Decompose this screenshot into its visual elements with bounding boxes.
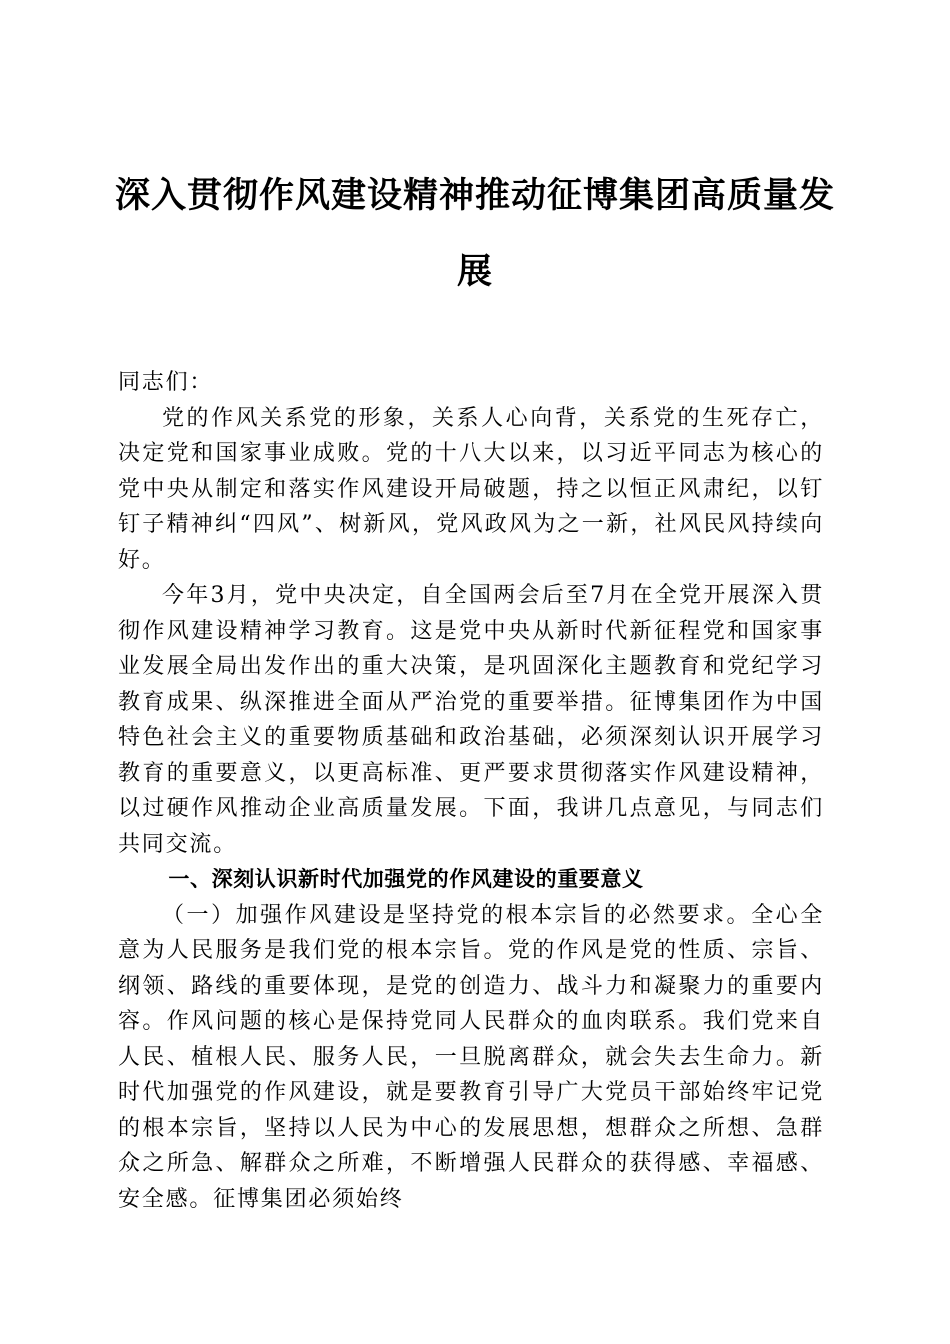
salutation: 同志们： [118, 370, 214, 395]
title-line-2: 展 [456, 252, 493, 292]
paragraph-3: （一）加强作风建设是坚持党的根本宗旨的必然要求。全心全意为人民服务是我们党的根本宗旨。党的作风是党的性质、宗旨、纲领、路线的重要体现，是党的创造力、战斗力和凝聚力的重要内容。作风问题的核心是保持党同人民群众的血肉联系。我们党来自人民、植根人民、服务人民，一旦脱离群众，就会失去生命力。新时代加强党的作风建设，就是要教育引导广大党员干部始终牢记党的根本宗旨，坚持以人民为中心的发展思想，想群众之所想、急群众之所急、解群众之所难，不断增强人民群众的获得感、幸福感、安全感。征博集团必须始终 [118, 902, 824, 1212]
document-title [110, 158, 840, 310]
paragraph-2: 今年3月，党中央决定，自全国两会后至7月在全党开展深入贯彻作风建设精神学习教育。这是党中央从新时代新征程党和国家事业发展全局出发作出的重大决策，是巩固深化主题教育和党纪学习教育成果、纵深推进全面从严治党的重要举措。征博集团作为中国特色社会主义的重要物质基础和政治基础，必须深刻认识开展学习教育的重要意义，以更高标准、更严要求贯彻落实作风建设精神，以过硬作风推动企业高质量发展。下面，我讲几点意见，与同志们共同交流。 [118, 583, 824, 857]
document-body [118, 365, 824, 1217]
paragraph-1: 党的作风关系党的形象，关系人心向背，关系党的生死存亡，决定党和国家事业成败。党的十八大以来，以习近平同志为核心的党中央从制定和落实作风建设开局破题，持之以恒正风肃纪，以钉钉子精神纠“四风”、树新风，党风政风为之一新，社风民风持续向好。 [118, 405, 824, 573]
title-line-1: 深入贯彻作风建设精神推动征博集团高质量发 [114, 176, 835, 216]
section-heading-1: 一、深刻认识新时代加强党的作风建设的重要意义 [168, 867, 644, 891]
